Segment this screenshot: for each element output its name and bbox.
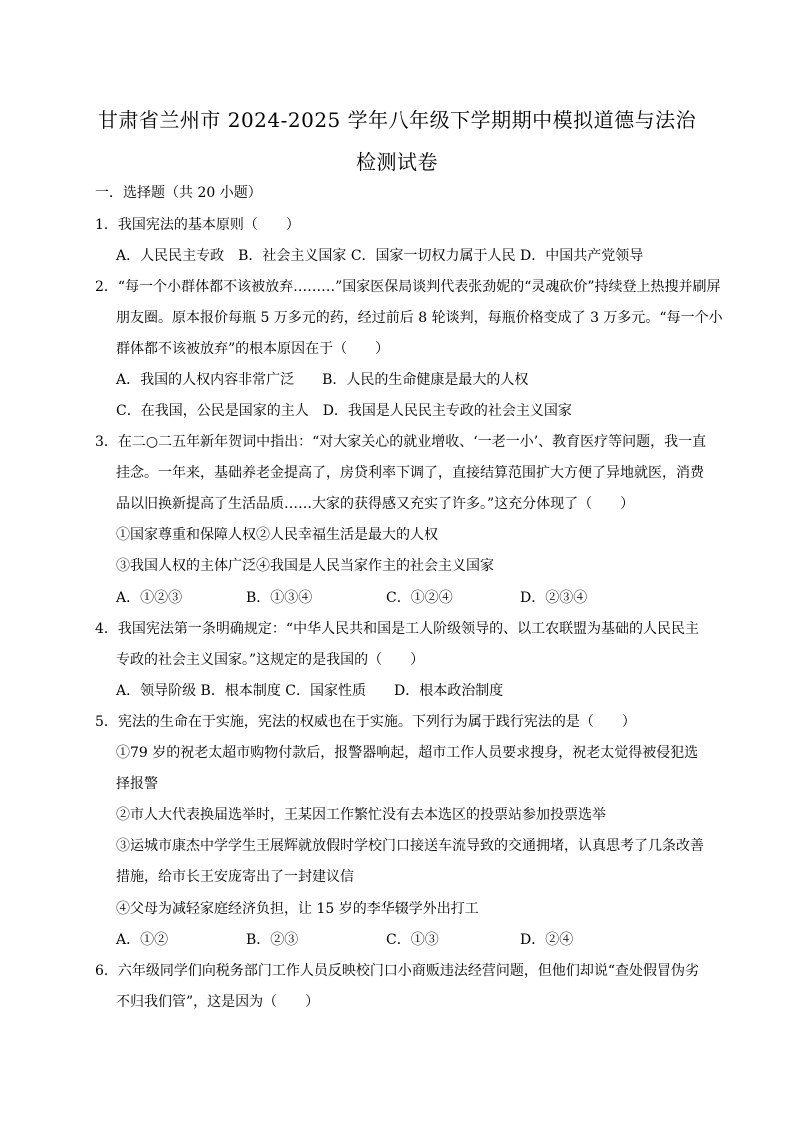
question-5-stem: 5．宪法的生命在于实施，宪法的权威也在于实施。下列行为属于践行宪法的是（ ） (95, 714, 636, 730)
question-3-item-line: ③我国人权的主体广泛④我国是人民当家作主的社会主义国家 (116, 558, 494, 574)
question-3-option-d: D．②③④ (520, 590, 588, 606)
question-3-stem-line: 3．在二○二五年新年贺词中指出：“对大家关心的就业增收、‘一老一小’、教育医疗等问题，我一直 (95, 434, 707, 450)
question-5-item-line: ③运城市康杰中学学生王展辉就放假时学校门口接送车流导致的交通拥堵，认真思考了几条改善 (116, 838, 704, 854)
question-5-item-line: 措施，给市长王安庞寄出了一封建议信 (116, 869, 354, 885)
question-2-option-line: C．在我国，公民是国家的主人 D．我国是人民民主专政的社会主义国家 (116, 403, 572, 419)
question-1-stem: 1．我国宪法的基本原则（ ） (95, 217, 300, 233)
question-6-stem-line: 不归我们管”，这是因为（ ） (116, 994, 320, 1010)
question-6-stem-line: 6．六年级同学们向税务部门工作人员反映校门口小商贩违法经营问题，但他们却说“查处假冒伪劣 (95, 963, 700, 979)
question-3-option-a: A．①②③ (116, 590, 183, 606)
question-5-option-a: A．①② (116, 932, 169, 948)
question-3-stem-line: 挂念。一年来，基础养老金提高了，房贷利率下调了，直接结算范围扩大方便了异地就医，消费 (116, 465, 704, 481)
question-2-stem-line: 2．“每一个小群体都不该被放弃………”国家医保局谈判代表张劲妮的“灵魂砍价”持续登上热搜并刷屏 (95, 279, 721, 295)
question-4-options: A．领导阶级 B．根本制度 C．国家性质 D．根本政治制度 (116, 683, 504, 699)
question-5-item-line: ④父母为减轻家庭经济负担，让 15 岁的李华辍学外出打工 (116, 901, 479, 917)
exam-title-line-2: 检测试卷 (356, 150, 438, 174)
question-5-option-d: D．②④ (520, 932, 574, 948)
question-2-option-line: A．我国的人权内容非常广泛 B．人民的生命健康是最大的人权 (116, 372, 529, 388)
exam-title-line-1: 甘肃省兰州市 2024-2025 学年八年级下学期期中模拟道德与法治 (97, 108, 697, 132)
question-1-options: A．人民民主专政 B．社会主义国家 C．国家一切权力属于人民 D．中国共产党领导 (116, 248, 644, 264)
section-heading: 一．选择题（共 20 小题） (95, 185, 262, 201)
question-4-stem-line: 4．我国宪法第一条明确规定：“中华人民共和国是工人阶级领导的、以工农联盟为基础的人民民主 (95, 621, 700, 637)
question-5-item-line: ②市人大代表换届选举时，王某因工作繁忙没有去本选区的投票站参加投票选举 (116, 807, 606, 823)
question-3-option-b: B．①③④ (246, 590, 313, 606)
question-3-item-line: ①国家尊重和保障人权②人民幸福生活是最大的人权 (116, 527, 438, 543)
question-5-option-b: B．②③ (246, 932, 299, 948)
question-2-stem-line: 群体都不该被放弃”的根本原因在于（ ） (116, 341, 390, 357)
question-4-stem-line: 专政的社会主义国家。”这规定的是我国的（ ） (116, 652, 425, 668)
question-5-option-c: C．①③ (386, 932, 439, 948)
question-3-stem-line: 品以旧换新提高了生活品质……大家的获得感又充实了许多。”这充分体现了（ ） (116, 496, 635, 512)
question-3-option-c: C．①②④ (386, 590, 453, 606)
question-2-stem-line: 朋友圈。原本报价每瓶 5 万多元的药，经过前后 8 轮谈判，每瓶价格变成了 3 万多元。“每一个小 (116, 310, 723, 326)
question-5-item-line: ①79 岁的祝老太超市购物付款后，报警器响起，超市工作人员要求搜身，祝老太觉得被侵犯选 (116, 745, 699, 761)
question-5-item-line: 择报警 (116, 776, 158, 792)
